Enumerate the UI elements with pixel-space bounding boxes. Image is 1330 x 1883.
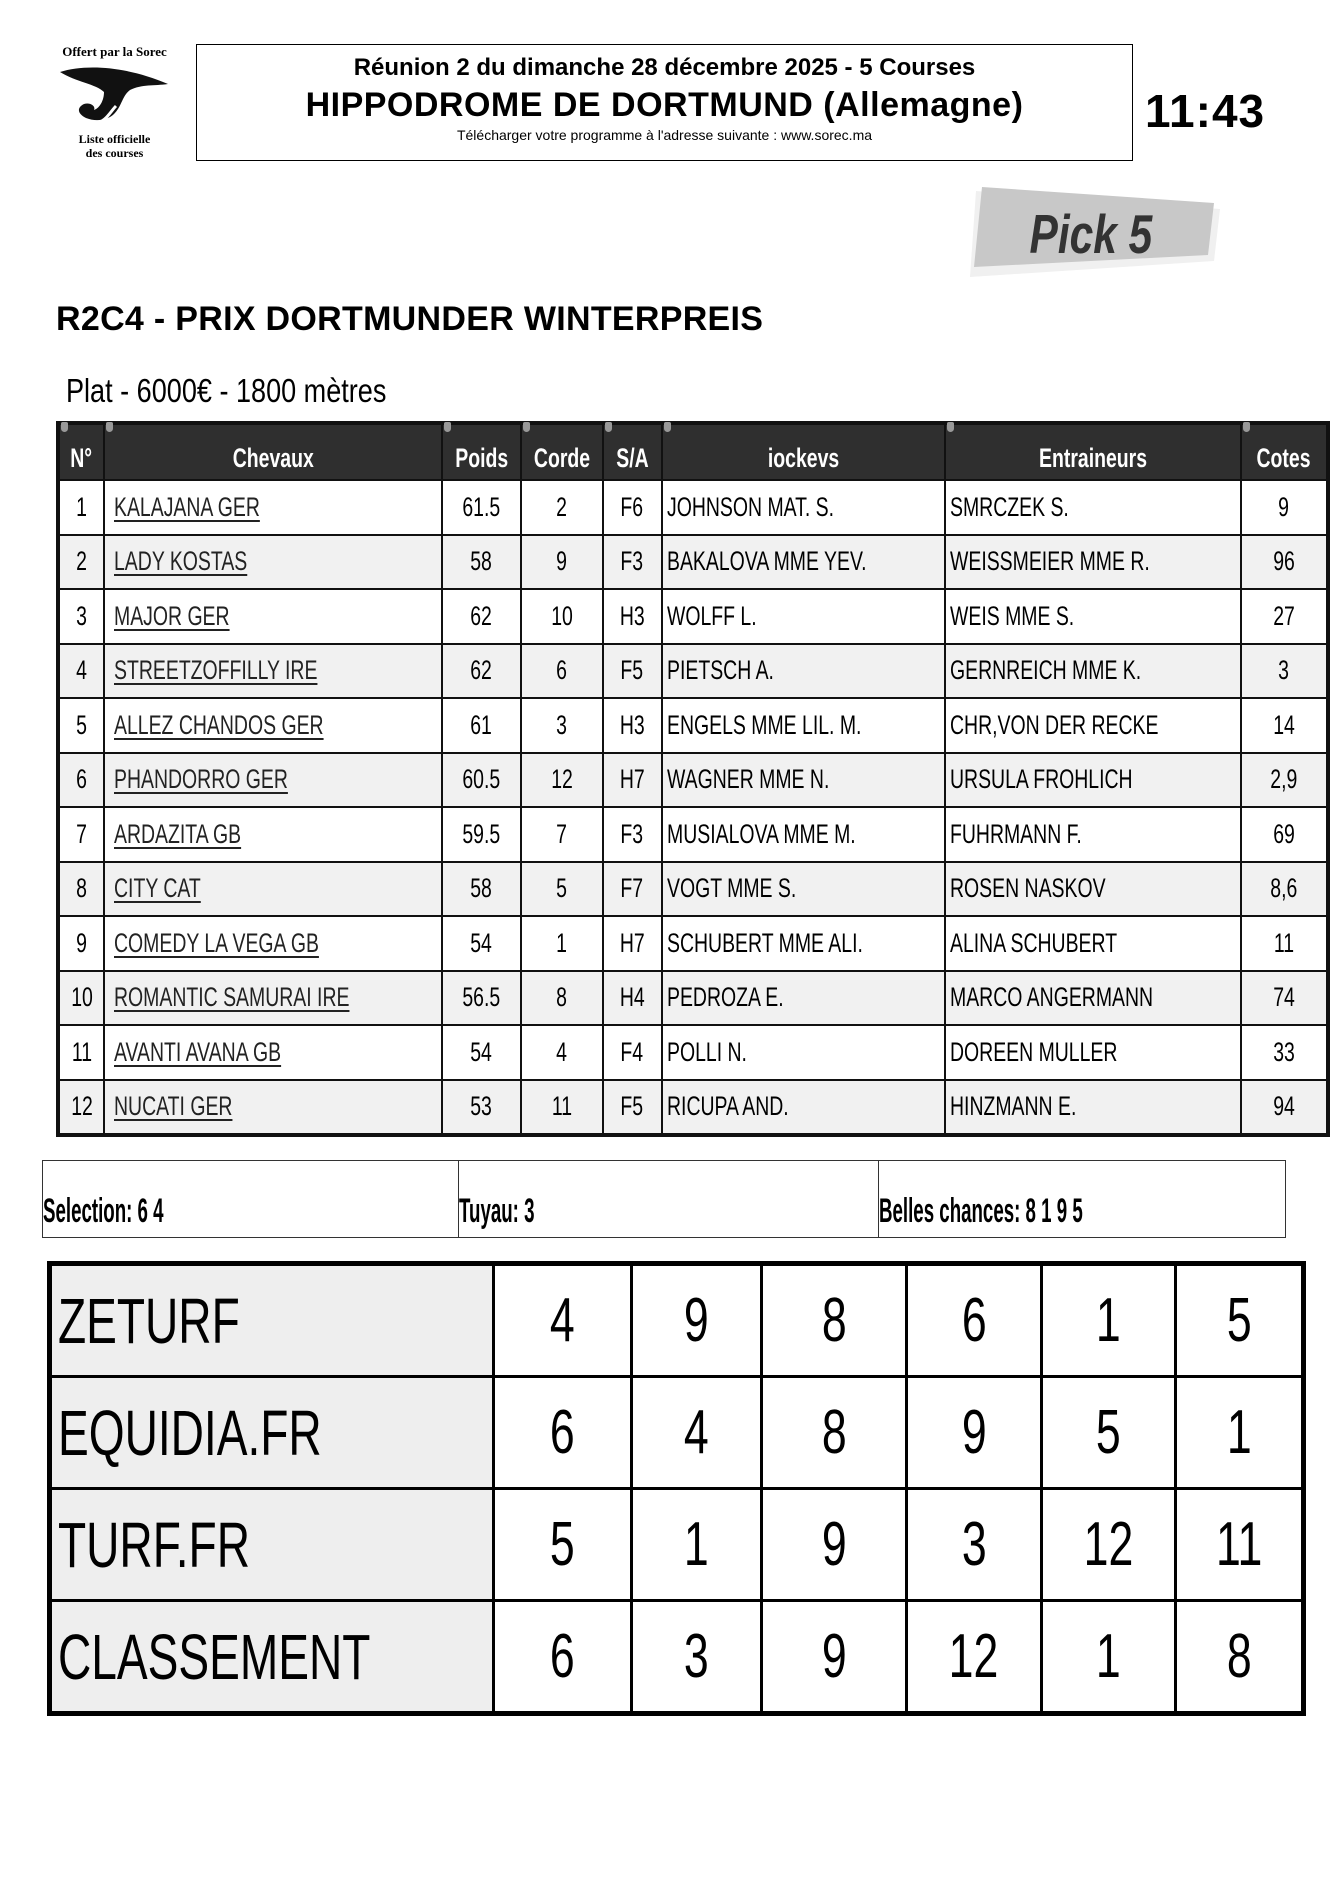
table-row: [58, 698, 1328, 753]
cell-sexe-age: H3: [603, 589, 662, 644]
cell-corde: 9: [521, 535, 603, 590]
selection-cell: [43, 1161, 459, 1237]
cell-jockey: RICUPA AND.: [662, 1080, 945, 1136]
cell-numero: 10: [58, 971, 104, 1026]
cell-numero: 1: [58, 480, 104, 535]
runners-header-row: [58, 423, 1328, 480]
tip-number: 1: [1175, 1377, 1303, 1489]
cell-entraineur: GERNREICH MME K.: [945, 644, 1241, 699]
tip-number: 9: [906, 1377, 1041, 1489]
cell-entraineur: ALINA SCHUBERT: [945, 916, 1241, 971]
cell-numero: 5: [58, 698, 104, 753]
tips-row: [50, 1264, 1304, 1377]
tip-number: 12: [1041, 1489, 1175, 1601]
cell-jockey: ENGELS MME LIL. M.: [662, 698, 945, 753]
cell-entraineur: ROSEN NASKOV: [945, 862, 1241, 917]
tip-number: 8: [761, 1377, 906, 1489]
cell-entraineur: DOREEN MULLER: [945, 1025, 1241, 1080]
tuyau-text: Tuyau: 3: [459, 1192, 535, 1230]
tip-number: 3: [906, 1489, 1041, 1601]
cell-cote: 27: [1241, 589, 1329, 644]
logo-top-text: Offert par la Sorec: [62, 44, 167, 59]
table-row: [58, 807, 1328, 862]
reunion-line: Réunion 2 du dimanche 28 décembre 2025 - 5 Courses: [353, 54, 976, 81]
col-header-poids: Poids: [442, 423, 521, 480]
cell-cheval[interactable]: STREETZOFFILLY IRE: [104, 644, 442, 699]
tips-row: [50, 1377, 1304, 1489]
table-row: [58, 644, 1328, 699]
cell-numero: 2: [58, 535, 104, 590]
race-title: R2C4 - PRIX DORTMUNDER WINTERPREIS: [56, 300, 764, 338]
cell-poids: 59.5: [442, 807, 521, 862]
cell-corde: 1: [521, 916, 603, 971]
tip-number: 1: [631, 1489, 761, 1601]
cell-cheval[interactable]: COMEDY LA VEGA GB: [104, 916, 442, 971]
tip-source: TURF.FR: [50, 1489, 494, 1601]
col-header-sexe-age: S/A: [603, 423, 662, 480]
tip-number: 6: [493, 1601, 631, 1714]
tip-number: 5: [493, 1489, 631, 1601]
cell-poids: 53: [442, 1080, 521, 1136]
cell-entraineur: FUHRMANN F.: [945, 807, 1241, 862]
cell-poids: 61.5: [442, 480, 521, 535]
cell-jockey: BAKALOVA MME YEV.: [662, 535, 945, 590]
cell-corde: 4: [521, 1025, 603, 1080]
cell-corde: 7: [521, 807, 603, 862]
tip-number: 1: [1041, 1601, 1175, 1714]
tip-number: 5: [1175, 1264, 1303, 1377]
col-header-jockeys: iockevs: [662, 423, 945, 480]
cell-cheval[interactable]: KALAJANA GER: [104, 480, 442, 535]
tip-number: 9: [761, 1489, 906, 1601]
tips-table: [47, 1261, 1306, 1716]
tip-source: EQUIDIA.FR: [50, 1377, 494, 1489]
cell-corde: 5: [521, 862, 603, 917]
cell-poids: 62: [442, 589, 521, 644]
cell-cote: 94: [1241, 1080, 1329, 1136]
tip-number: 12: [906, 1601, 1041, 1714]
table-row: [58, 1025, 1328, 1080]
cell-entraineur: CHR,VON DER RECKE: [945, 698, 1241, 753]
cell-poids: 56.5: [442, 971, 521, 1026]
logo-bottom-line1: Liste officielle: [78, 132, 151, 146]
cell-jockey: SCHUBERT MME ALI.: [662, 916, 945, 971]
col-header-entraineurs: Entraineurs: [945, 423, 1241, 480]
cell-poids: 54: [442, 916, 521, 971]
cell-sexe-age: F3: [603, 807, 662, 862]
tip-number: 1: [1041, 1264, 1175, 1377]
cell-sexe-age: F3: [603, 535, 662, 590]
cell-poids: 58: [442, 535, 521, 590]
cell-corde: 2: [521, 480, 603, 535]
runners-table: [56, 421, 1330, 1137]
table-row: [58, 535, 1328, 590]
tip-number: 11: [1175, 1489, 1303, 1601]
tips-row: [50, 1489, 1304, 1601]
sorec-logo: [52, 44, 177, 166]
table-row: [58, 589, 1328, 644]
cell-cote: 2,9: [1241, 753, 1329, 808]
logo-bottom-line2: des courses: [85, 146, 144, 160]
cell-corde: 11: [521, 1080, 603, 1136]
table-row: [58, 862, 1328, 917]
tip-number: 6: [906, 1264, 1041, 1377]
cell-cheval[interactable]: PHANDORRO GER: [104, 753, 442, 808]
cell-poids: 54: [442, 1025, 521, 1080]
cell-entraineur: WEISSMEIER MME R.: [945, 535, 1241, 590]
tip-number: 4: [631, 1377, 761, 1489]
cell-jockey: MUSIALOVA MME M.: [662, 807, 945, 862]
table-row: [58, 480, 1328, 535]
belles-chances-text: Belles chances: 8 1 9 5: [879, 1192, 1083, 1230]
hippodrome-title: HIPPODROME DE DORTMUND (Allemagne): [305, 86, 1024, 124]
tip-number: 8: [761, 1264, 906, 1377]
cell-corde: 10: [521, 589, 603, 644]
sorec-horse-logo-icon: [56, 62, 174, 130]
cell-jockey: JOHNSON MAT. S.: [662, 480, 945, 535]
cell-entraineur: WEIS MME S.: [945, 589, 1241, 644]
cell-entraineur: URSULA FROHLICH: [945, 753, 1241, 808]
cell-cote: 8,6: [1241, 862, 1329, 917]
selection-row: [42, 1160, 1286, 1238]
cell-corde: 8: [521, 971, 603, 1026]
cell-cheval[interactable]: ROMANTIC SAMURAI IRE: [104, 971, 442, 1026]
cell-numero: 9: [58, 916, 104, 971]
cell-cheval[interactable]: ALLEZ CHANDOS GER: [104, 698, 442, 753]
cell-cheval[interactable]: ARDAZITA GB: [104, 807, 442, 862]
cell-jockey: POLLI N.: [662, 1025, 945, 1080]
table-row: [58, 753, 1328, 808]
cell-sexe-age: F6: [603, 480, 662, 535]
tip-number: 8: [1175, 1601, 1303, 1714]
tips-row: [50, 1601, 1304, 1714]
cell-cote: 33: [1241, 1025, 1329, 1080]
cell-sexe-age: F7: [603, 862, 662, 917]
tip-number: 4: [493, 1264, 631, 1377]
cell-sexe-age: H7: [603, 916, 662, 971]
cell-jockey: VOGT MME S.: [662, 862, 945, 917]
cell-numero: 6: [58, 753, 104, 808]
col-header-chevaux: Chevaux: [104, 423, 442, 480]
cell-sexe-age: F5: [603, 644, 662, 699]
cell-jockey: PEDROZA E.: [662, 971, 945, 1026]
cell-cheval[interactable]: CITY CAT: [104, 862, 442, 917]
cell-jockey: WOLFF L.: [662, 589, 945, 644]
cell-jockey: WAGNER MME N.: [662, 753, 945, 808]
cell-numero: 12: [58, 1080, 104, 1136]
belles-chances-cell: [879, 1161, 1284, 1237]
col-header-numero: N°: [58, 423, 104, 480]
cell-corde: 3: [521, 698, 603, 753]
cell-cheval[interactable]: NUCATI GER: [104, 1080, 442, 1136]
table-row: [58, 916, 1328, 971]
tip-number: 3: [631, 1601, 761, 1714]
pick5-label: Pick 5: [1029, 205, 1153, 266]
cell-sexe-age: H7: [603, 753, 662, 808]
race-time: 11:43: [1145, 85, 1266, 137]
tip-number: 9: [761, 1601, 906, 1714]
tip-source: ZETURF: [50, 1264, 494, 1377]
tip-number: 9: [631, 1264, 761, 1377]
cell-cote: 69: [1241, 807, 1329, 862]
cell-sexe-age: F5: [603, 1080, 662, 1136]
download-line: Télécharger votre programme à l'adresse suivante : www.sorec.ma: [456, 127, 873, 143]
cell-entraineur: SMRCZEK S.: [945, 480, 1241, 535]
cell-poids: 61: [442, 698, 521, 753]
cell-cote: 96: [1241, 535, 1329, 590]
tip-source: CLASSEMENT: [50, 1601, 494, 1714]
cell-cote: 14: [1241, 698, 1329, 753]
cell-cheval[interactable]: LADY KOSTAS: [104, 535, 442, 590]
table-row: [58, 1080, 1328, 1136]
race-subtitle: Plat - 6000€ - 1800 mètres: [66, 372, 387, 409]
selection-text: Selection: 6 4: [43, 1192, 164, 1230]
cell-entraineur: MARCO ANGERMANN: [945, 971, 1241, 1026]
header-box: [196, 44, 1133, 161]
cell-jockey: PIETSCH A.: [662, 644, 945, 699]
col-header-corde: Corde: [521, 423, 603, 480]
cell-corde: 12: [521, 753, 603, 808]
cell-corde: 6: [521, 644, 603, 699]
pick5-badge: [970, 185, 1225, 285]
cell-numero: 3: [58, 589, 104, 644]
cell-numero: 7: [58, 807, 104, 862]
cell-sexe-age: H4: [603, 971, 662, 1026]
cell-cote: 3: [1241, 644, 1329, 699]
cell-poids: 58: [442, 862, 521, 917]
cell-entraineur: HINZMANN E.: [945, 1080, 1241, 1136]
cell-numero: 4: [58, 644, 104, 699]
tuyau-cell: [459, 1161, 879, 1237]
cell-cote: 11: [1241, 916, 1329, 971]
col-header-cotes: Cotes: [1241, 423, 1329, 480]
tip-number: 6: [493, 1377, 631, 1489]
cell-cote: 74: [1241, 971, 1329, 1026]
tip-number: 5: [1041, 1377, 1175, 1489]
cell-cote: 9: [1241, 480, 1329, 535]
table-row: [58, 971, 1328, 1026]
cell-cheval[interactable]: AVANTI AVANA GB: [104, 1025, 442, 1080]
cell-numero: 8: [58, 862, 104, 917]
cell-numero: 11: [58, 1025, 104, 1080]
cell-sexe-age: H3: [603, 698, 662, 753]
cell-poids: 62: [442, 644, 521, 699]
cell-cheval[interactable]: MAJOR GER: [104, 589, 442, 644]
cell-poids: 60.5: [442, 753, 521, 808]
cell-sexe-age: F4: [603, 1025, 662, 1080]
